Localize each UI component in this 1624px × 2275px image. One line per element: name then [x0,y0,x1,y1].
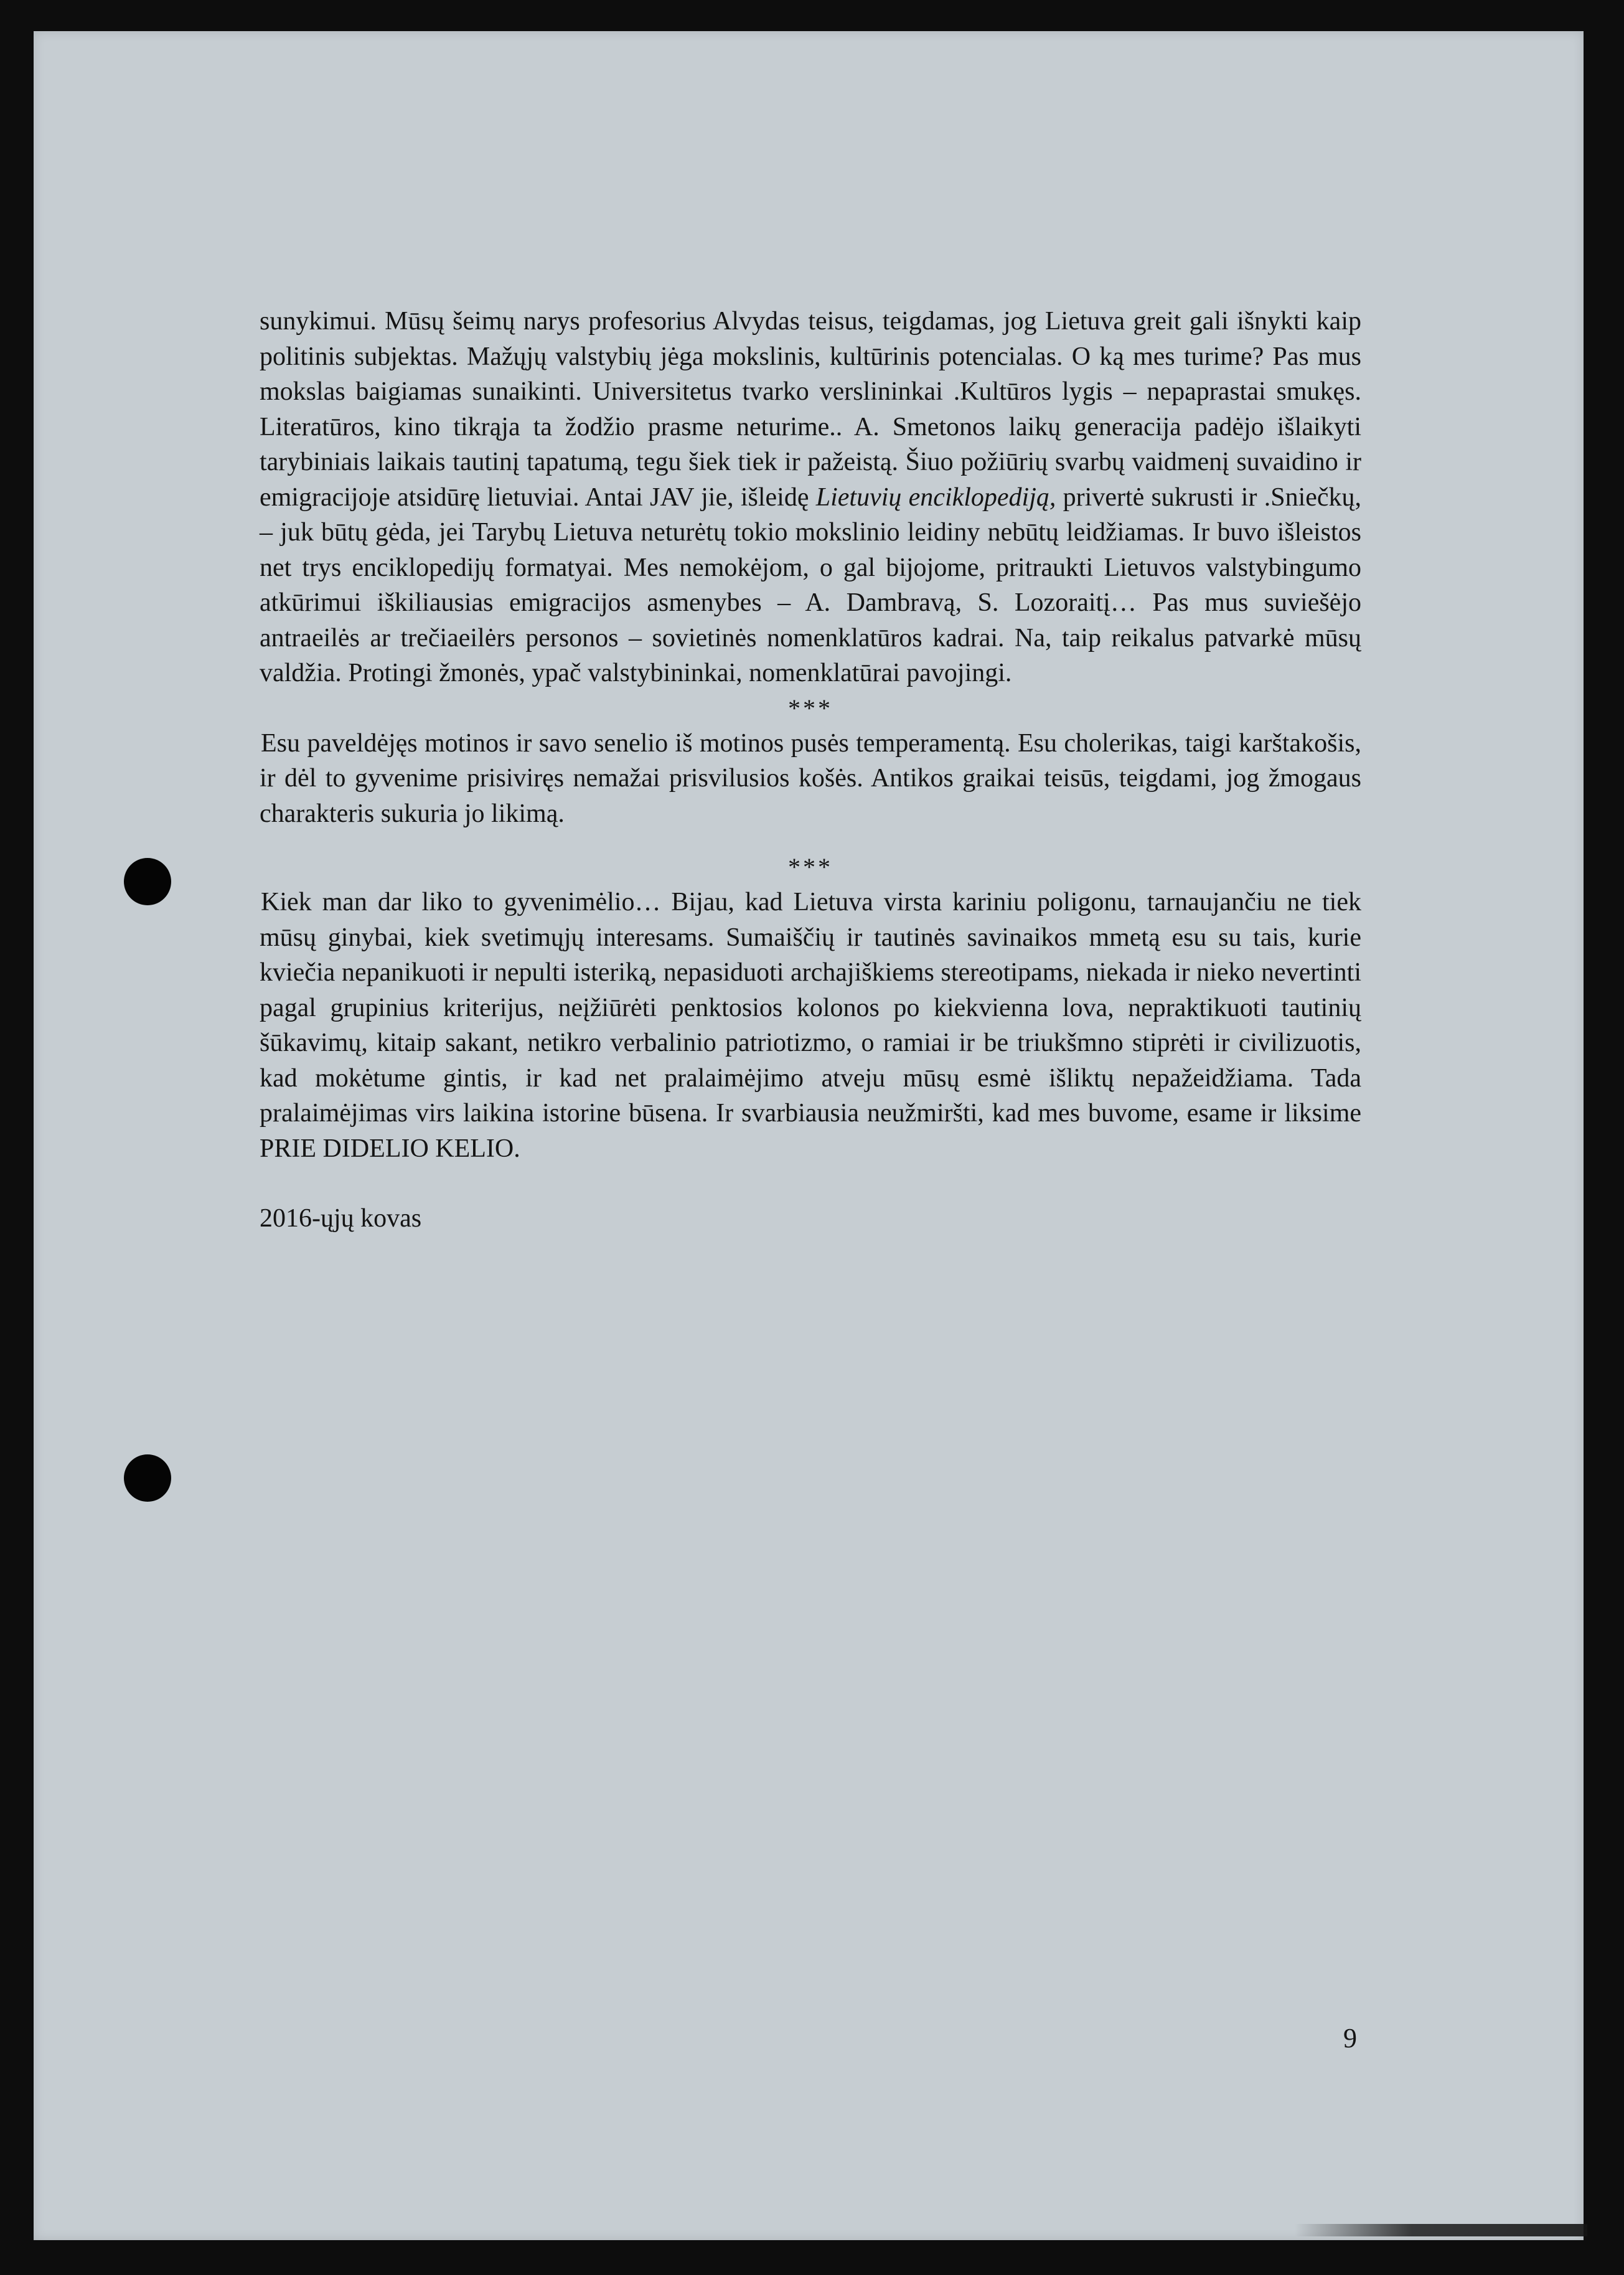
document-body [260,304,1361,1236]
section-separator: *** [788,694,833,722]
spacer [260,831,1361,850]
spacer [260,1166,1361,1201]
document-date: 2016-ųjų kovas [260,1204,422,1233]
punch-hole [124,858,171,905]
document-page [34,31,1584,2240]
italic-book-title: Lietuvių enciklopediją, [815,483,1056,512]
paragraph-text: sunykimui. Mūsų šeimų narys profesorius Alvydas teisus, teigdamas, jog Lietuva greit gali išnykti kaip politinis subjektas. Mažųjų valstybių jėga mokslinis, kultūrinis potencialas. O ką mes turime? Pas mus mokslas baigiamas sunaikinti. Universitetus tvarko verslininkai .Kultūros lygis – nepaprastai smukęs. Literatūros, kino tikrąja ta žodžio prasme neturime.. A. Smetonos laikų generacija padėjo išlaikyti tarybiniais laikais tautinį tapatumą, tegu šiek tiek ir pažeistą. Šiuo požiūrių svarbų vaidmenį suvaidino ir emigracijoje atsidūrę lietuviai. Antai JAV jie, išleidę [260,307,1361,512]
section-separator: *** [788,853,833,881]
paragraph [260,304,1361,691]
paragraph: Kiek man dar liko to gyvenimėlio… Bijau, kad Lietuva virsta kariniu poligonu, tarnaujančiu ne tiek mūsų ginybai, kiek svetimųjų interesams. Sumaiščių ir tautinės savinaikos mmetą esu su tais, kurie kviečia nepanikuoti ir nepulti isteriką, nepasiduoti archajiškiems stereotipams, niekada ir nieko nevertinti pagal grupinius kriterijus, neįžiūrėti penktosios kolonos po kiekvienna lova, nepraktikuoti tautinių šūkavimų, kitaip sakant, netikro verbalinio patriotizmo, o ramiai ir be triukšmno stiprėti ir civilizuotis, kad mokėtume gintis, ir kad net pralaimėjimo atveju mūsų esmė išliktų nepažeidžiama. Tada pralaimėjimas virs laikina istorine būsena. Ir svarbiausia neužmiršti, kad mes buvome, esame ir liksime PRIE DIDELIO KELIO. [260,888,1361,1163]
page-number: 9 [1343,2023,1357,2053]
scan-edge-mark [1295,2224,1587,2236]
paragraph: Esu paveldėjęs motinos ir savo senelio iš motinos pusės temperamentą. Esu cholerikas, taigi karštakošis, ir dėl to gyvenime prisiviręs nemažai prisvilusios košės. Antikos graikai teisūs, teigdami, jog žmogaus charakteris sukuria jo likimą. [260,728,1361,828]
paragraph-text: privertė sukrusti ir .Sniečkų, – juk būtų gėda, jei Tarybų Lietuva neturėtų tokio mokslinio leidiny nebūtų leidžiamas. Ir buvo išleistos net trys enciklopedijų formatyai. Mes nemokėjom, o gal bijojome, pritraukti Lietuvos valstybingumo atkūrimui iškiliausias emigracijos asmenybes – A. Dambravą, S. Lozoraitį… Pas mus suviešėjo antraeilės ar trečiaeilėrs personos – sovietinės nomenklatūros kadrai. Na, taip reikalus patvarkė mūsų valdžia. Protingi žmonės, ypač valstybininkai, nomenklatūrai pavojingi. [260,483,1362,687]
punch-hole [124,1454,171,1502]
